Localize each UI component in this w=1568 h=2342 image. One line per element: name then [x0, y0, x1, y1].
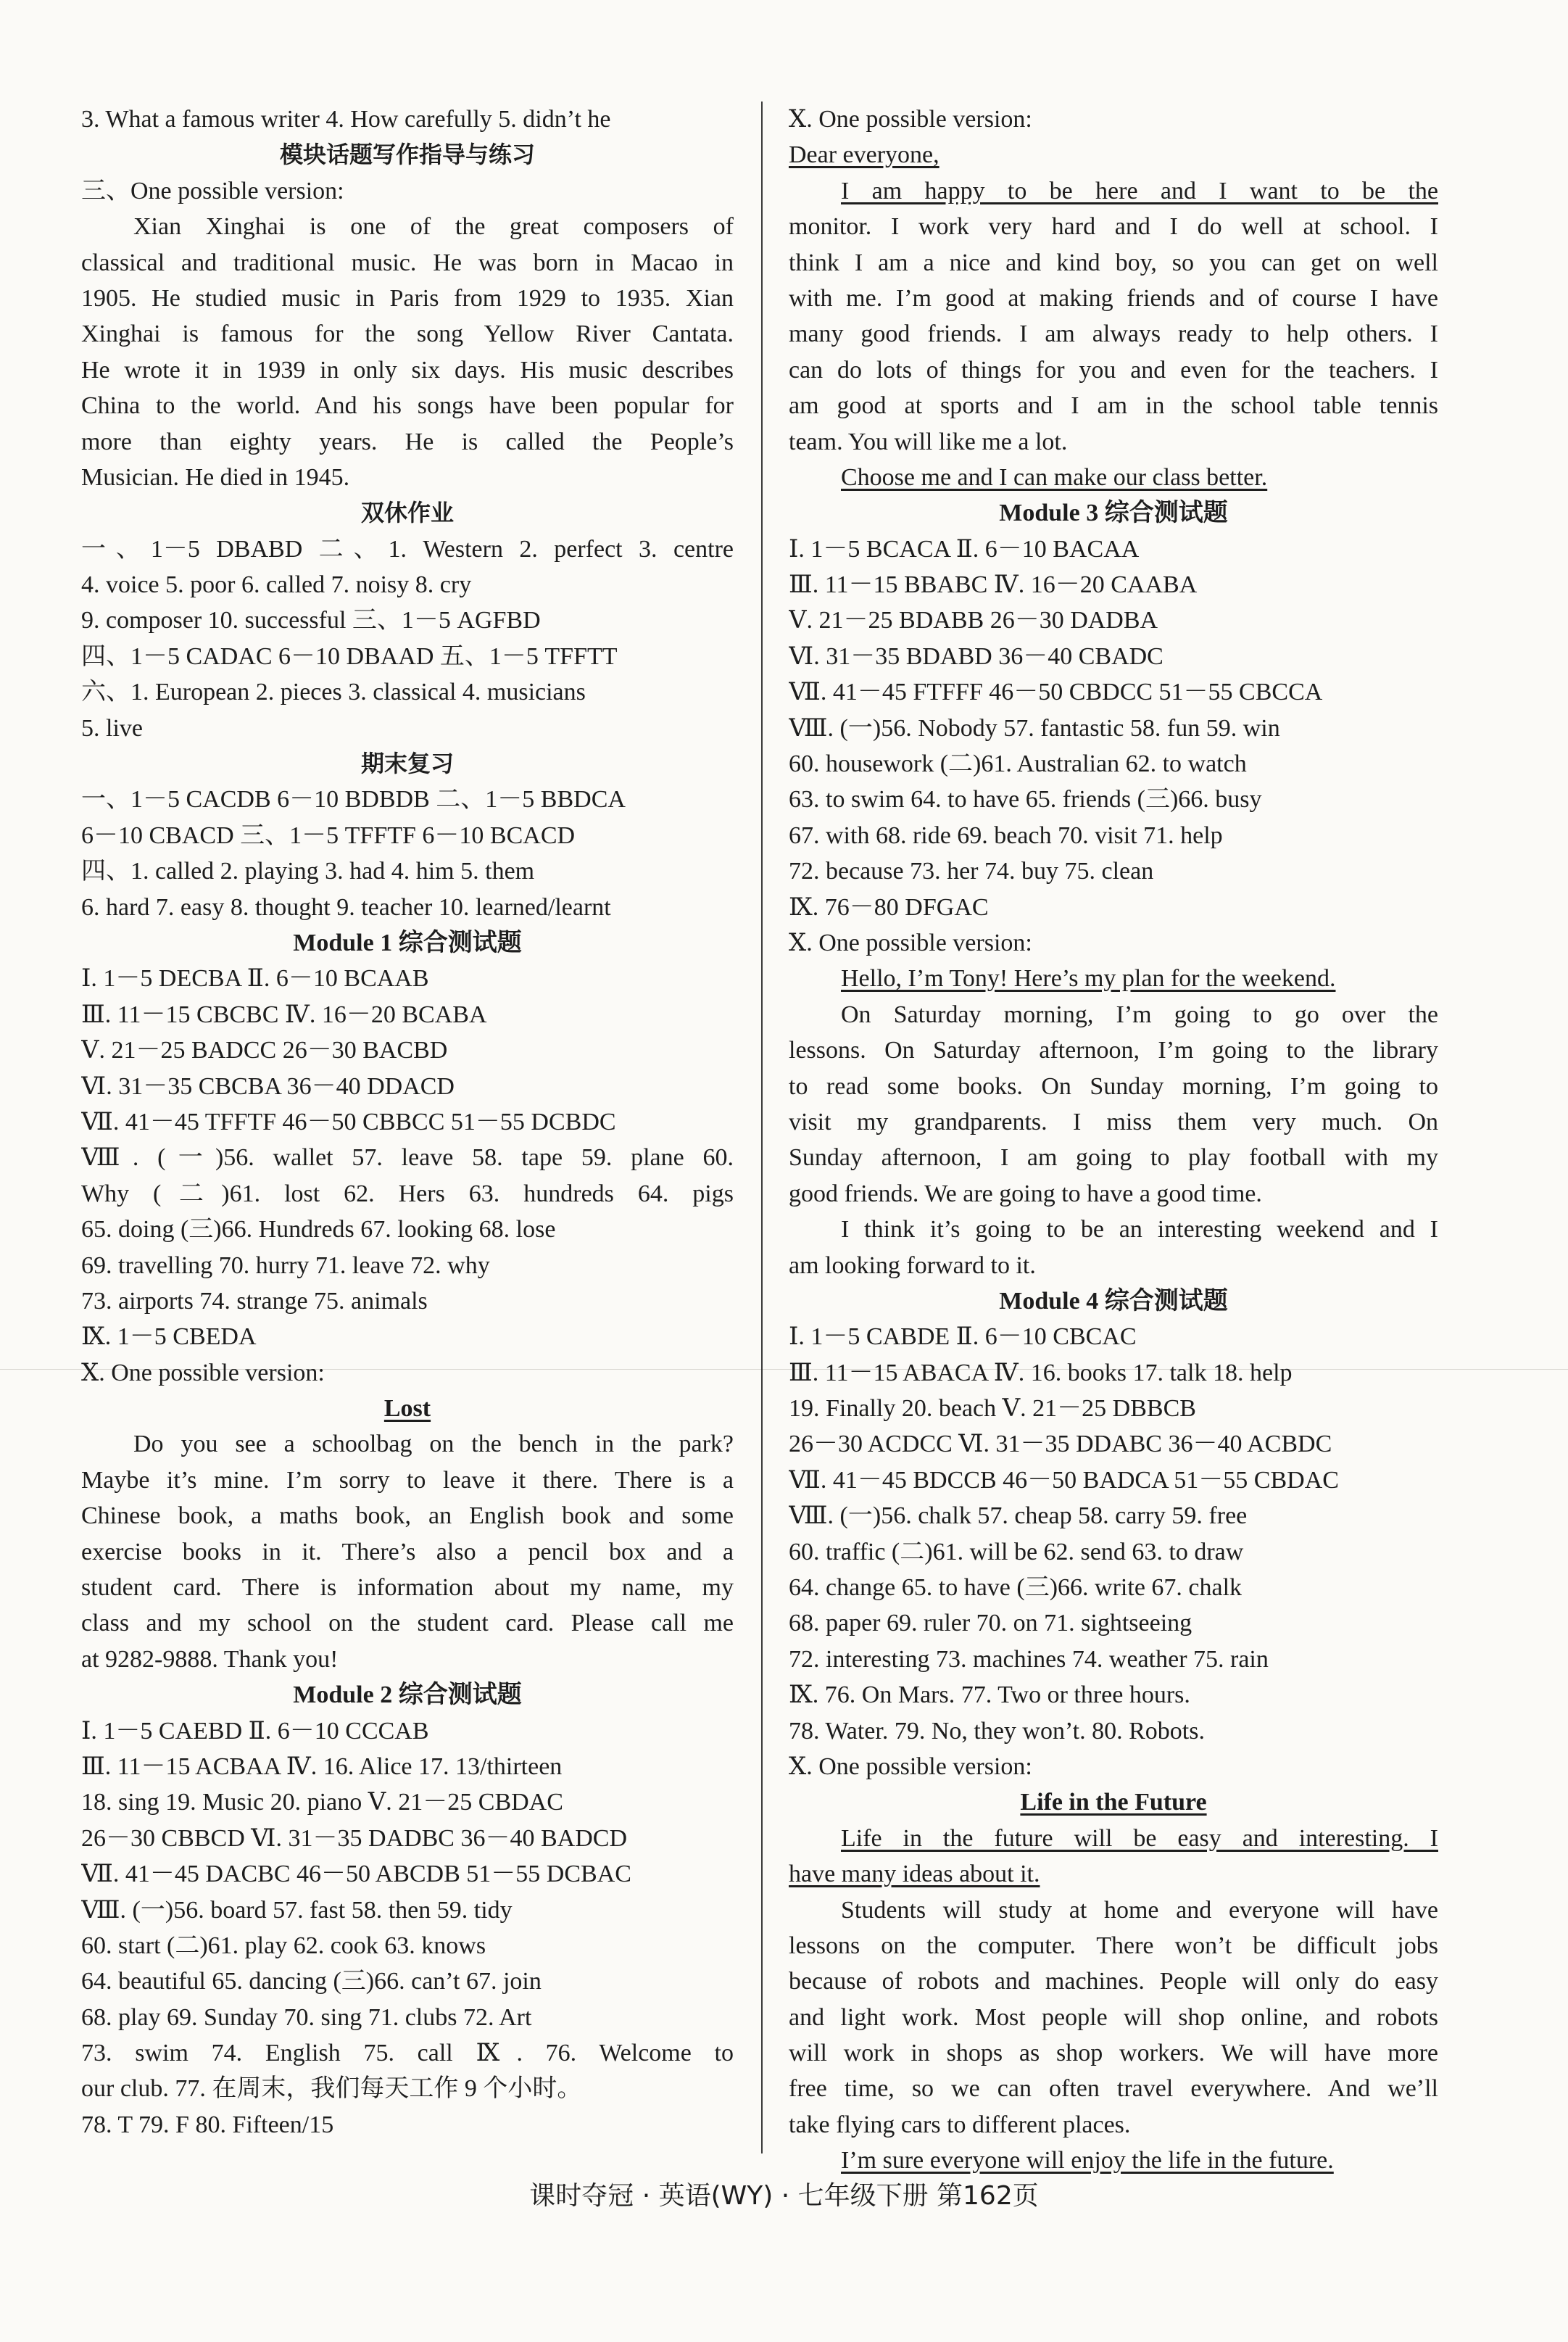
right-column-line: Ⅶ. 41－45 BDCCB 46－50 BADCA 51－55 CBDAC: [789, 1466, 1339, 1494]
left-column-line: He wrote it in 1939 in only six days. His music describes: [81, 356, 734, 384]
left-column-line: Musician. He died in 1945.: [81, 463, 350, 491]
left-column-line: 3. What a famous writer 4. How carefully 5. didn’t he: [81, 106, 611, 133]
right-column-line: because of robots and machines. People will only do easy: [789, 1968, 1438, 1995]
left-column-line: at 9282-9888. Thank you!: [81, 1645, 339, 1673]
left-column-line: Ⅶ. 41－45 DACBC 46－50 ABCDB 51－55 DCBAC: [81, 1861, 631, 1888]
right-column-line: Ⅷ. (一)56. Nobody 57. fantastic 58. fun 59. win: [789, 714, 1280, 742]
left-column-line: 69. travelling 70. hurry 71. leave 72. why: [81, 1251, 490, 1279]
right-column-line: Ⅸ. 76－80 DFGAC: [789, 893, 989, 921]
left-column-line: Ⅰ. 1－5 DECBA Ⅱ. 6－10 BCAAB: [81, 965, 429, 993]
left-column-line: our club. 77. 在周末，我们每天工作 9 个小时。: [81, 2075, 582, 2103]
left-column-line: Ⅵ. 31－35 CBCBA 36－40 DDACD: [81, 1072, 455, 1100]
left-column-line: 68. play 69. Sunday 70. sing 71. clubs 72. Art: [81, 2003, 532, 2031]
left-column-line: 4. voice 5. poor 6. called 7. noisy 8. cry: [81, 571, 472, 599]
right-column-line: Life in the Future: [1020, 1789, 1207, 1816]
page-footer: 课时夺冠 · 英语(WY) · 七年级下册 第162页: [529, 2181, 1039, 2211]
left-column-line: 60. start (二)61. play 62. cook 63. knows: [81, 1932, 486, 1959]
left-column-line: Ⅲ. 11－15 CBCBC Ⅳ. 16－20 BCABA: [81, 1001, 487, 1028]
right-column-line: I think it’s going to be an interesting weekend and I: [841, 1216, 1438, 1244]
right-column-line: 64. change 65. to have (三)66. write 67. chalk: [789, 1574, 1243, 1602]
right-column-line: Dear everyone,: [789, 141, 939, 169]
left-column-line: 6－10 CBACD 三、1－5 TFFTF 6－10 BCACD: [81, 822, 576, 849]
right-column-line: take flying cars to different places.: [789, 2111, 1131, 2138]
right-column-line: Choose me and I can make our class better.: [841, 463, 1268, 491]
left-column-line: 模块话题写作指导与练习: [279, 141, 535, 169]
left-column-line: classical and traditional music. He was born in Macao in: [81, 249, 734, 276]
right-column-line: have many ideas about it.: [789, 1861, 1040, 1888]
left-column-line: Ⅷ. (一)56. wallet 57. leave 58. tape 59. plane 60.: [81, 1144, 734, 1172]
left-column-line: 一、1－5 CACDB 6－10 BDBDB 二、1－5 BBDCA: [81, 786, 626, 814]
left-column-line: 期末复习: [360, 750, 454, 778]
right-column-line: Ⅹ. One possible version:: [789, 106, 1032, 133]
left-column-line: 6. hard 7. easy 8. thought 9. teacher 10. learned/learnt: [81, 893, 611, 921]
right-column-line: with me. I’m good at making friends and of course I have: [789, 284, 1438, 312]
column-divider: [761, 102, 763, 2153]
right-column-line: am good at sports and I am in the school table tennis: [789, 392, 1438, 420]
right-column-line: Ⅰ. 1－5 BCACA Ⅱ. 6－10 BACAA: [789, 535, 1140, 563]
left-column-line: Module 2 综合测试题: [293, 1681, 522, 1709]
right-column-line: visit my grandparents. I miss them very much. On: [789, 1108, 1438, 1135]
right-column-line: free time, so we can often travel everywhere. And we’ll: [789, 2075, 1438, 2103]
right-column-line: 78. Water. 79. No, they won’t. 80. Robots.: [789, 1717, 1205, 1745]
left-column-line: 一、1－5 DBABD 二、1. Western 2. perfect 3. centre: [81, 535, 734, 563]
left-column-line: Chinese book, a maths book, an English book and some: [81, 1502, 734, 1530]
left-column-line: 65. doing (三)66. Hundreds 67. looking 68. lose: [81, 1216, 556, 1244]
right-column-line: many good friends. I am always ready to help others. I: [789, 320, 1438, 348]
right-column-line: Module 3 综合测试题: [999, 500, 1228, 527]
left-column-line: China to the world. And his songs have been popular for: [81, 392, 734, 420]
right-column-line: will work in shops as shop workers. We will have more: [789, 2040, 1438, 2067]
right-column-line: Ⅲ. 11－15 BBABC Ⅳ. 16－20 CAABA: [789, 571, 1198, 599]
right-column-line: I am happy to be here and I want to be the: [841, 177, 1438, 204]
left-column-line: Maybe it’s mine. I’m sorry to leave it there. There is a: [81, 1466, 734, 1494]
left-column-line: Ⅲ. 11－15 ACBAA Ⅳ. 16. Alice 17. 13/thirteen: [81, 1753, 563, 1780]
left-column-line: exercise books in it. There’s also a pencil box and a: [81, 1538, 734, 1565]
right-column-line: lessons on the computer. There won’t be difficult jobs: [789, 1932, 1438, 1959]
left-column-line: 26－30 CBBCD Ⅵ. 31－35 DADBC 36－40 BADCD: [81, 1824, 627, 1852]
right-column-line: lessons. On Saturday afternoon, I’m going to the library: [789, 1037, 1438, 1064]
left-column-line: class and my school on the student card. Please call me: [81, 1610, 734, 1637]
left-column-line: 18. sing 19. Music 20. piano Ⅴ. 21－25 CBDAC: [81, 1789, 563, 1816]
left-column-line: 78. T 79. F 80. Fifteen/15: [81, 2111, 334, 2138]
left-column-line: Xian Xinghai is one of the great composers of: [133, 213, 734, 241]
right-column-line: 19. Finally 20. beach Ⅴ. 21－25 DBBCB: [789, 1395, 1196, 1423]
right-column-line: good friends. We are going to have a good time.: [789, 1180, 1262, 1207]
left-column-line: 三、One possible version:: [81, 177, 344, 204]
right-column-line: monitor. I work very hard and I do well at school. I: [789, 213, 1438, 241]
left-column-line: Do you see a schoolbag on the bench in the park?: [133, 1431, 734, 1458]
right-column-line: Module 4 综合测试题: [999, 1287, 1228, 1315]
right-column-line: Sunday afternoon, I am going to play football with my: [789, 1144, 1438, 1172]
left-column-line: Ⅴ. 21－25 BADCC 26－30 BACBD: [81, 1037, 448, 1064]
right-column-line: Ⅸ. 76. On Mars. 77. Two or three hours.: [789, 1681, 1190, 1709]
right-column-line: 63. to swim 64. to have 65. friends (三)66. busy: [789, 786, 1262, 814]
right-column-line: can do lots of things for you and even for the teachers. I: [789, 356, 1438, 384]
right-column-line: Ⅷ. (一)56. chalk 57. cheap 58. carry 59. free: [789, 1502, 1248, 1530]
left-column-line: 四、1. called 2. playing 3. had 4. him 5. them: [81, 858, 535, 885]
left-column-line: 双休作业: [360, 499, 454, 527]
left-column-line: Ⅰ. 1－5 CAEBD Ⅱ. 6－10 CCCAB: [81, 1717, 429, 1745]
right-column-line: 26－30 ACDCC Ⅵ. 31－35 DDABC 36－40 ACBDC: [789, 1431, 1332, 1458]
left-column-line: 5. live: [81, 714, 143, 742]
left-column-line: more than eighty years. He is called the People’s: [81, 428, 734, 455]
right-column-line: team. You will like me a lot.: [789, 428, 1068, 455]
left-column-line: 64. beautiful 65. dancing (三)66. can’t 67. join: [81, 1968, 542, 1995]
left-column-line: 73. airports 74. strange 75. animals: [81, 1287, 428, 1315]
right-column-line: and light work. Most people will shop online, and robots: [789, 2003, 1438, 2031]
right-column-line: 72. because 73. her 74. buy 75. clean: [789, 858, 1154, 885]
left-column-line: 六、1. European 2. pieces 3. classical 4. musicians: [81, 679, 586, 706]
right-column: [789, 102, 1438, 2179]
right-column-line: I’m sure everyone will enjoy the life in the future.: [841, 2147, 1334, 2175]
right-column-line: to read some books. On Sunday morning, I’m going to: [789, 1072, 1438, 1100]
left-column-line: student card. There is information about my name, my: [81, 1574, 734, 1602]
left-column-line: Ⅹ. One possible version:: [81, 1359, 325, 1386]
right-column-line: Hello, I’m Tony! Here’s my plan for the weekend.: [841, 965, 1336, 993]
left-column-line: Ⅶ. 41－45 TFFTF 46－50 CBBCC 51－55 DCBDC: [81, 1108, 616, 1135]
right-column-line: Ⅶ. 41－45 FTFFF 46－50 CBDCC 51－55 CBCCA: [789, 679, 1323, 706]
left-column-line: Lost: [383, 1395, 431, 1423]
left-column-line: Why (二)61. lost 62. Hers 63. hundreds 64. pigs: [81, 1180, 734, 1207]
left-column-line: Module 1 综合测试题: [293, 929, 522, 956]
right-column-line: Ⅹ. One possible version:: [789, 1753, 1032, 1780]
right-column-line: think I am a nice and kind boy, so you can get on well: [789, 249, 1438, 276]
left-column-line: Ⅷ. (一)56. board 57. fast 58. then 59. tidy: [81, 1896, 513, 1924]
right-column-line: 67. with 68. ride 69. beach 70. visit 71. help: [789, 822, 1223, 849]
left-column-line: Ⅸ. 1－5 CBEDA: [81, 1323, 257, 1351]
right-column-line: Ⅴ. 21－25 BDABB 26－30 DADBA: [789, 607, 1158, 634]
right-column-line: Ⅹ. One possible version:: [789, 929, 1032, 956]
right-column-line: Ⅵ. 31－35 BDABD 36－40 CBADC: [789, 642, 1163, 670]
left-column-line: 四、1－5 CADAC 6－10 DBAAD 五、1－5 TFFTT: [81, 642, 618, 670]
right-column-line: On Saturday morning, I’m going to go over the: [841, 1001, 1438, 1028]
right-column-line: Ⅲ. 11－15 ABACA Ⅳ. 16. books 17. talk 18. help: [789, 1359, 1293, 1386]
right-column-line: Students will study at home and everyone will have: [841, 1896, 1438, 1924]
right-column-line: 68. paper 69. ruler 70. on 71. sightseeing: [789, 1610, 1192, 1637]
right-column-line: am looking forward to it.: [789, 1251, 1036, 1279]
left-column-line: 9. composer 10. successful 三、1－5 AGFBD: [81, 607, 541, 634]
right-column-line: Ⅰ. 1－5 CABDE Ⅱ. 6－10 CBCAC: [789, 1323, 1137, 1351]
right-column-line: Life in the future will be easy and interesting. I: [841, 1824, 1438, 1852]
left-column-line: Xinghai is famous for the song Yellow River Cantata.: [81, 320, 734, 348]
right-column-line: 60. housework (二)61. Australian 62. to watch: [789, 750, 1247, 778]
left-column-line: 73. swim 74. English 75. call Ⅸ. 76. Welcome to: [81, 2040, 734, 2067]
right-column-line: 60. traffic (二)61. will be 62. send 63. to draw: [789, 1538, 1244, 1565]
left-column-line: 1905. He studied music in Paris from 1929 to 1935. Xian: [81, 284, 734, 312]
right-column-line: 72. interesting 73. machines 74. weather 75. rain: [789, 1645, 1269, 1673]
left-column: [81, 102, 734, 2143]
